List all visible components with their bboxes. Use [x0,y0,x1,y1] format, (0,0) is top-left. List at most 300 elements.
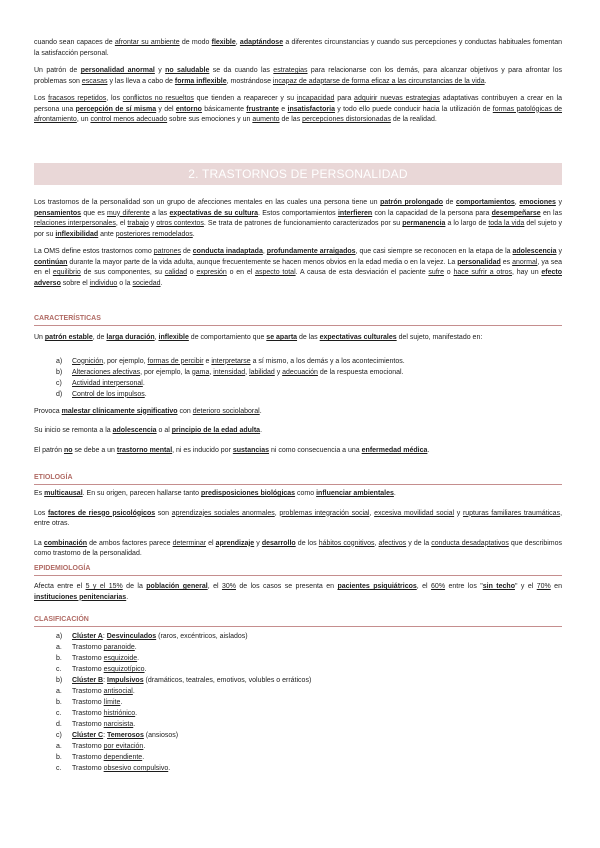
list-item [34,356,562,367]
text: . Se trata de patrones de funcionamiento caracterizados por su [203,220,403,227]
list-marker: b) [56,677,63,684]
key-term: población general [146,583,208,590]
key-term: emociones [519,199,556,206]
term: sociedad [132,279,161,287]
key-term: interfieren [337,209,373,217]
term: relaciones interpersonales [34,220,116,227]
key-term: influenciar ambientales [316,490,394,497]
cluster-type: Impulsivos [107,677,144,684]
cluster-name: Clúster B [72,677,104,684]
list-marker: d) [56,390,63,398]
key-term: efecto adverso [34,269,562,287]
text: de modo [179,39,212,46]
disorder-name: por evitación [103,743,144,750]
text: . [134,644,137,651]
text: Trastorno [72,644,104,651]
term: Cognición [72,357,104,365]
key-term: percepción de sí misma [75,105,157,113]
text: , [514,199,520,206]
term: interpretarse [211,357,251,365]
text: , hay un [512,269,542,276]
key-term: personalidad [457,258,501,266]
text: a sí mismo, a los demás y a los acontecimientos. [250,357,405,365]
cluster-description: (dramáticos, teatrales, emotivos, volubles o erráticos) [143,677,312,684]
cluster-c [34,730,562,774]
key-term: adaptándose [239,39,284,46]
text: que tienden a reaparecer y su [193,95,297,102]
text: . [260,427,263,434]
text: , [154,334,159,341]
clasificacion-block [34,631,562,774]
text: de los casos se presenta en [235,583,338,590]
text: . A causa de esta desviación el paciente [295,269,429,276]
text: Trastorno [72,688,104,695]
text: , por ejemplo, [103,357,148,365]
disorder-item [34,642,562,653]
text: Trastorno [72,721,104,728]
cluster-b-disorders [34,686,562,730]
text: con [177,407,193,415]
key-term: permanencia [402,220,446,227]
manifestations-list [34,356,562,400]
text: de las [279,116,303,123]
key-term: no [63,446,73,454]
list-marker: a) [56,357,63,365]
etiologia-block [34,489,562,560]
term: escasas [81,77,108,85]
text: , de [92,334,107,341]
key-term: adolescencia [112,427,157,434]
term: Alteraciones afectivas [72,368,141,376]
caracteristicas-intro [34,333,562,344]
term: fracasos repetidos [48,95,107,102]
disorder-name: antisocial [103,688,133,695]
term: equilibrio [52,269,81,276]
text: del sujeto, manifestado en: [396,334,483,341]
term: patrones [153,248,181,255]
text: e [203,357,212,365]
cluster-type: Temerosos [107,732,144,739]
text: . [259,407,262,415]
term: formas patológicas de afrontamiento [34,105,562,123]
term: calidad [164,269,187,276]
text: y las lleva a cabo de [107,77,175,85]
key-term: pacientes psiquiátricos [337,583,417,590]
cluster-a [34,631,562,675]
text: Trastorno [72,666,104,673]
term: aprendizajes sociales anormales [171,509,275,517]
section-banner: 2. TRASTORNOS DE PERSONALIDAD [34,163,562,185]
text: . [142,379,145,387]
text: , [209,368,214,376]
text: : [103,677,108,684]
text: , [235,39,240,46]
term: 5 y el 15% [85,583,123,590]
text: sobre el [60,279,90,287]
term: labilidad [249,368,275,376]
key-term: larga duración [106,334,155,341]
key-term: expectativas de su cultura [169,209,258,217]
etiologia-paragraph-1 [34,489,562,500]
term: determinar [172,539,207,547]
text: Es [34,490,45,497]
text: del sujeto y por su [34,220,563,238]
text: a lo largo de [445,220,489,227]
term: incapaz de adaptarse de forma eficaz a las circunstancias de la vida [272,77,485,85]
key-term: aprendizaje [215,539,255,547]
list-marker: c. [56,710,62,717]
text: entre los " [445,583,483,590]
term: incapacidad [296,95,335,102]
key-term: sin techo [482,583,515,590]
term: adquirir nuevas estrategias [354,95,440,102]
list-marker: b. [56,655,62,662]
list-marker: c) [56,379,62,387]
term: toda la vida [488,220,525,227]
text: Un [34,334,45,341]
text: ante [98,230,116,238]
text: . [133,721,136,728]
text: . [168,765,171,772]
cluster-c-disorders [34,741,562,774]
text: El patrón [34,446,64,454]
text: . [126,593,129,601]
disorder-item [34,741,562,752]
text: . [135,710,138,717]
term: 60% [431,583,446,590]
inicio-paragraph [34,426,562,437]
list-marker: a. [56,644,62,651]
key-term: entorno [175,105,202,113]
text: Los [34,509,48,517]
disorder-name: esquizoide [103,655,138,662]
text: . [144,666,147,673]
text: se debe a un [72,446,117,454]
text: y todo ello puede conducir hacia la utilización de [334,105,493,113]
key-term: trastorno mental [116,446,173,454]
text: de [443,199,457,206]
key-term: factores de riesgo psicológicos [47,509,156,517]
text: de [181,248,193,255]
cluster-name: Clúster A [72,633,103,640]
term: Actividad interpersonal [72,379,143,387]
text: a las [149,209,170,217]
term: individuo [89,279,118,287]
key-term: patrón prolongado [380,199,444,206]
list-item [34,389,562,400]
text: o la [117,279,133,287]
text: Provoca [34,407,62,415]
term: 70% [536,583,551,590]
text: e [278,105,288,113]
key-term: expectativas culturales [319,334,397,341]
text: y [274,368,283,376]
text: . Estos comportamientos [257,209,338,217]
text: , el [416,583,432,590]
text: o en el [226,269,256,276]
text: , el [207,583,222,590]
key-term: inflexible [158,334,189,341]
text: y [148,220,157,227]
term: problemas integración social [279,509,370,517]
term: 30% [221,583,236,590]
term: afectivos [378,539,407,547]
text: Trastorno [72,765,104,772]
key-term: profundamente arraigados [266,248,356,255]
text: . [137,655,140,662]
term: hace sufrir a otros [453,269,512,276]
text: y [556,248,562,255]
cluster-type: Desvinculados [106,633,157,640]
etiologia-paragraph-2 [34,509,562,530]
term: aspecto total [255,269,296,276]
text: , mostrándose [226,77,273,85]
term: aumento [252,116,280,123]
text: , por ejemplo, la [140,368,192,376]
key-term: enfermedad médica [361,446,428,454]
text: Afecta entre el [34,583,86,590]
key-term: personalidad anormal [80,67,155,74]
disorder-item [34,686,562,697]
text: La OMS define estos trastornos como [34,248,154,255]
text: Trastorno [72,655,104,662]
cluster-name: Clúster C [72,732,104,739]
text: son [155,509,172,517]
key-term: frustrante [246,105,279,113]
disorder-name: dependiente [103,754,143,761]
text: , [369,509,375,517]
list-marker: a. [56,743,62,750]
key-term: desarrollo [261,539,296,547]
key-term: flexible [211,39,236,46]
text: . [120,699,123,706]
disorder-name: paranoide [103,644,135,651]
term: expresión [196,269,227,276]
list-marker: c. [56,666,62,673]
text: de la respuesta emocional. [317,368,404,376]
definition-paragraph-1 [34,198,562,240]
list-marker: c) [56,732,62,739]
text: " y el [514,583,537,590]
key-term: predisposiciones biológicas [200,490,296,497]
text: . [132,688,135,695]
text: Un patrón de [34,67,81,74]
text: que describimos como trastorno de la personalidad. [34,539,563,557]
text: , los [106,95,123,102]
text: es [500,258,513,266]
text: , [245,368,250,376]
term: control menos adecuado [90,116,168,123]
text: , ni es inducido por [172,446,233,454]
term: trabajo [127,220,149,227]
text: , entre otras. [34,509,563,527]
list-marker: a. [56,688,62,695]
text: o al [156,427,172,434]
provoca-paragraph [34,407,562,418]
key-term: insatisfactoria [287,105,335,113]
patron-paragraph [34,446,562,457]
text: , [274,509,280,517]
key-term: no saludable [165,67,210,74]
text: en [550,583,562,590]
disorder-item [34,708,562,719]
key-term: forma inflexible [174,77,227,85]
term: gama [191,368,210,376]
cluster-b [34,675,562,730]
text: o [187,269,197,276]
key-term: patrón estable [44,334,93,341]
key-term: continúan [34,258,68,266]
text: y [555,199,562,206]
term: adecuación [282,368,318,376]
disorder-item [34,719,562,730]
text: La [34,539,44,547]
text: de comportamiento que [188,334,267,341]
heading-etiologia: ETIOLOGÍA [34,473,562,485]
heading-epidemiologia: EPIDEMIOLOGÍA [34,564,562,576]
key-term: conducta inadaptada [192,248,263,255]
term: formas de percibir [147,357,204,365]
term: Control de los impulsos [72,390,145,398]
term: rupturas familiares traumáticas [462,509,561,517]
key-term: desempeñarse [491,209,541,217]
text: el [206,539,216,547]
key-term: adolescencia [512,248,557,255]
text: en las [540,209,562,217]
term: posteriores remodelados [115,230,193,238]
disorder-name: narcisista [103,721,134,728]
term: muy diferente [107,209,150,217]
key-term: pensamientos [34,209,82,217]
text: ni como consecuencia a una [269,446,362,454]
text: adaptativas contribuyen a crear en la persona una [34,95,562,113]
list-item [34,367,562,378]
disorder-name: histriónico [103,710,136,717]
text: . [192,230,195,238]
text: . [142,754,145,761]
text: , un [76,116,91,123]
cluster-list [34,631,562,774]
text: Trastorno [72,743,104,750]
list-marker: b. [56,754,62,761]
text: . [144,390,147,398]
disorder-item [34,664,562,675]
text: para [334,95,355,102]
key-term: principio de la edad adulta [171,427,261,434]
text: . En su origen, parecen hallarse tanto [82,490,201,497]
text: Su inicio se remonta a la [34,427,113,434]
definition-block [34,198,562,289]
text: se da cuando las [209,67,274,74]
key-term: multicausal [44,490,83,497]
text: durante la mayor parte de la vida adulta, aunque frecuentemente se hacen menos obvios en la edad media o en la vejez. La [67,258,458,266]
disorder-item [34,653,562,664]
key-term: se aparta [266,334,298,341]
disorder-name: obsesivo compulsivo [103,765,169,772]
text: sobre sus emociones y un [167,116,253,123]
text: : [102,633,107,640]
text: para relacionarse con los demás, para alcanzar objetivos y para afrontar los problemas son [34,67,562,85]
heading-clasificacion: CLASIFICACIÓN [34,615,562,627]
text: y [254,539,262,547]
key-term: instituciones penitenciarias [34,593,127,601]
cluster-a-disorders [34,642,562,675]
text: de la [122,583,147,590]
term: excesiva movilidad social [374,509,455,517]
key-term: malestar clínicamente significativo [61,407,178,415]
term: percepciones distorsionadas [302,116,391,123]
text: de las [297,334,320,341]
term: estrategias [273,67,308,74]
text: de sus componentes, su [80,269,165,276]
text: , [374,539,379,547]
cluster-description: (raros, excéntricos, aislados) [156,633,248,640]
text: . [143,743,146,750]
term: sufre [428,269,444,276]
text: como [295,490,317,497]
disorder-name: límite [103,699,121,706]
text: o [443,269,454,276]
disorder-item [34,752,562,763]
disorder-item [34,763,562,774]
disorder-item [34,697,562,708]
heading-caracteristicas: CARACTERÍSTICAS [34,314,562,326]
text: , el [115,220,128,227]
text: y de la [406,539,432,547]
text: y del [156,105,176,113]
text: Trastorno [72,754,104,761]
key-term: comportamientos [456,199,515,206]
text: , [262,248,267,255]
key-term: sustancias [232,446,270,454]
list-marker: a) [56,633,63,640]
term: conflictos no resueltos [122,95,194,102]
term: conducta desadaptativos [431,539,509,547]
text: Los [34,95,49,102]
text: básicamente [201,105,247,113]
term: deterioro sociolaboral [192,407,260,415]
text: . [484,77,487,85]
disorder-name: esquizotípico [103,666,145,673]
text: de ambos factores parece [87,539,173,547]
caracteristicas-block [34,333,562,456]
text: Los trastornos de la personalidad son un grupo de afecciones mentales en las cuales una persona tiene un [34,199,381,206]
list-item [34,378,562,389]
text: . [393,490,396,497]
text: con la capacidad de la persona para [372,209,492,217]
text: a diferentes circunstancias y cuando sus percepciones y conductas habituales fomentan la satisfacción personal. [34,39,563,57]
text: , que casi siempre se reconocen en la etapa de la [355,248,513,255]
cluster-description: (ansiosos) [143,732,179,739]
text: . [427,446,430,454]
text: Trastorno [72,699,104,706]
text: y [454,509,463,517]
text: de los [295,539,319,547]
epidemiologia-block [34,582,562,603]
text: y [154,67,166,74]
list-marker: c. [56,765,62,772]
intro-paragraph-2 [34,66,562,87]
text: . [160,279,163,287]
term: intensidad [213,368,246,376]
text: Trastorno [72,710,104,717]
epidemiologia-paragraph [34,582,562,603]
intro-paragraph-1 [34,38,562,59]
text: , ya sea en el [34,258,562,276]
list-marker: d. [56,721,62,728]
list-marker: b) [56,368,63,376]
text: cuando sean capaces de [34,39,115,46]
